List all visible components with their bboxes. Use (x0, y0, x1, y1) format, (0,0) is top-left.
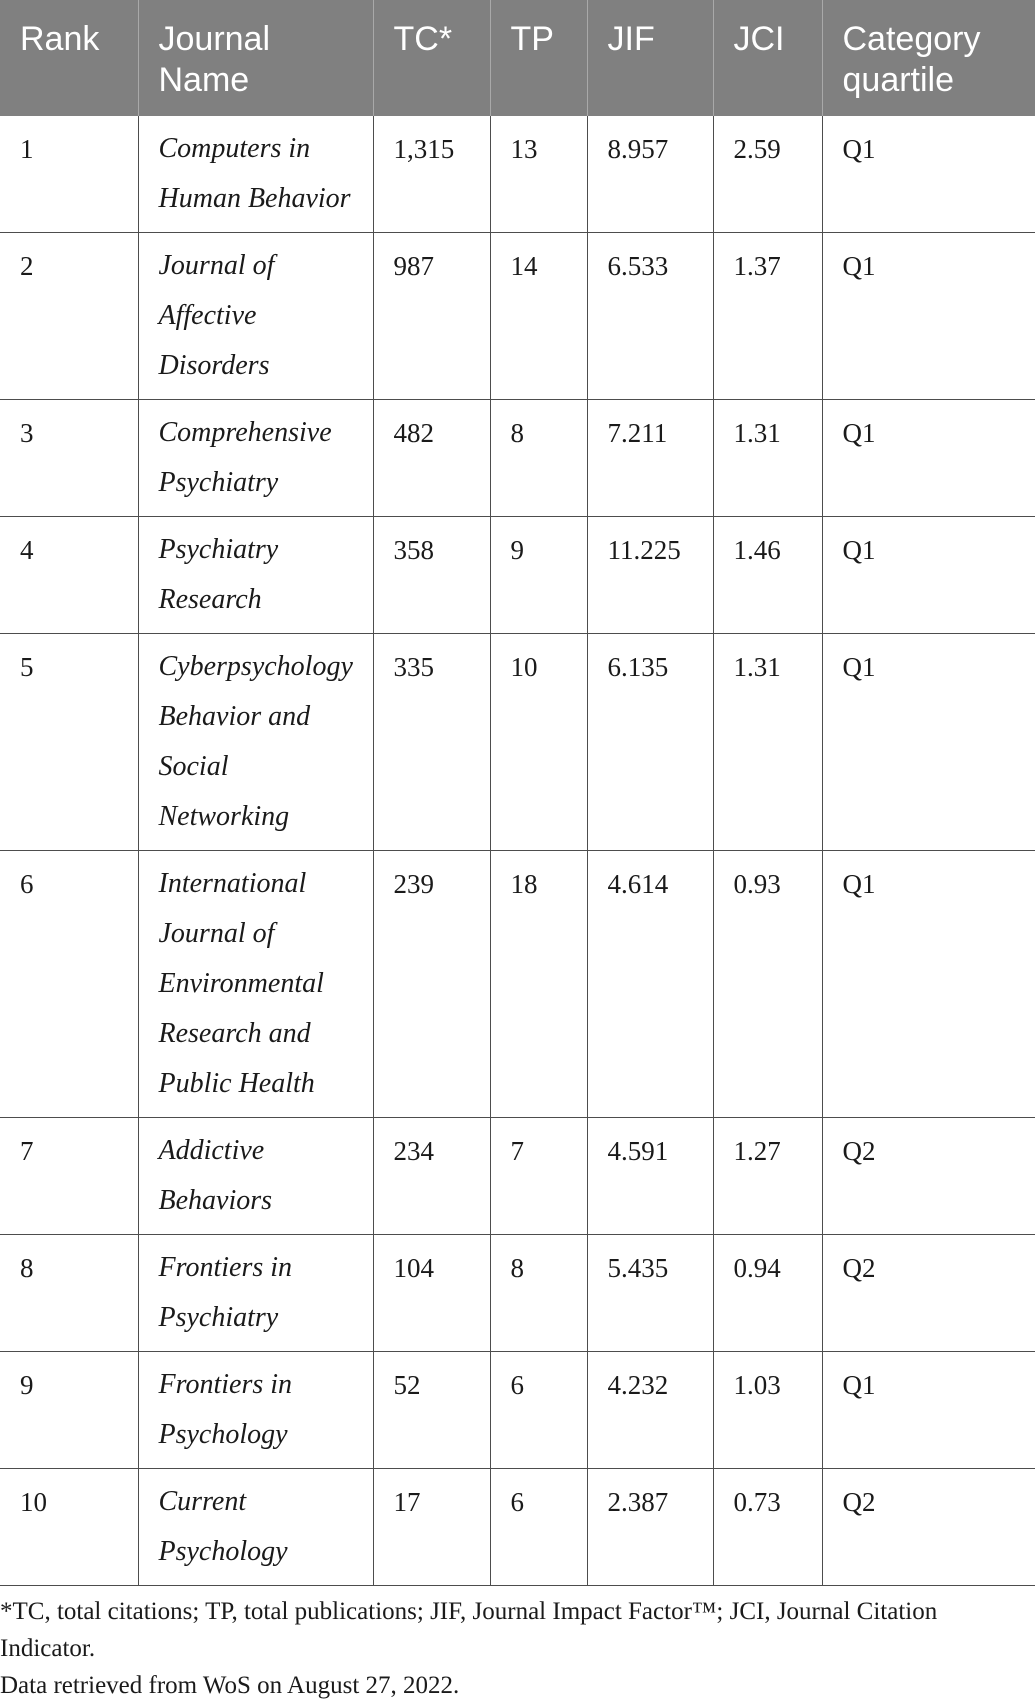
cell-jci: 0.94 (713, 1235, 822, 1352)
table-row (0, 851, 1035, 1118)
cell-jif: 4.591 (587, 1118, 713, 1235)
cell-tp: 10 (490, 634, 587, 851)
cell-jci: 1.46 (713, 517, 822, 634)
cell-jif: 7.211 (587, 400, 713, 517)
cell-journal-name: Comprehensive Psychiatry (138, 400, 373, 517)
cell-jci: 1.37 (713, 233, 822, 400)
cell-jci: 2.59 (713, 116, 822, 233)
cell-tp: 13 (490, 116, 587, 233)
cell-tc: 482 (373, 400, 490, 517)
footnote-source: Data retrieved from WoS on August 27, 2022. (0, 1672, 460, 1699)
cell-rank: 6 (0, 851, 138, 1118)
table-row (0, 233, 1035, 400)
cell-jif: 8.957 (587, 116, 713, 233)
cell-rank: 2 (0, 233, 138, 400)
header-jif: JIF (587, 0, 713, 116)
cell-jif: 6.533 (587, 233, 713, 400)
cell-journal-name: Frontiers in Psychiatry (138, 1235, 373, 1352)
table-row (0, 1469, 1035, 1586)
table-row (0, 517, 1035, 634)
footnote-abbreviations: *TC, total citations; TP, total publications; JIF, Journal Impact Factor™; JCI, Journal Citation Indicator. (0, 1598, 938, 1662)
cell-journal-name: Computers in Human Behavior (138, 116, 373, 233)
header-category-quartile: Category quartile (822, 0, 1035, 116)
cell-journal-name: Current Psychology (138, 1469, 373, 1586)
cell-tc: 239 (373, 851, 490, 1118)
table-body (0, 116, 1035, 1586)
cell-tp: 18 (490, 851, 587, 1118)
table-row (0, 634, 1035, 851)
cell-rank: 4 (0, 517, 138, 634)
cell-journal-name: Psychiatry Research (138, 517, 373, 634)
cell-tc: 52 (373, 1352, 490, 1469)
cell-journal-name: Cyberpsychology Behavior and Social Networking (138, 634, 373, 851)
cell-rank: 10 (0, 1469, 138, 1586)
cell-journal-name: Addictive Behaviors (138, 1118, 373, 1235)
cell-jci: 1.31 (713, 634, 822, 851)
cell-jci: 1.27 (713, 1118, 822, 1235)
cell-jci: 1.31 (713, 400, 822, 517)
cell-tc: 234 (373, 1118, 490, 1235)
header-journal-name: Journal Name (138, 0, 373, 116)
header-tp: TP (490, 0, 587, 116)
header-row (0, 0, 1035, 116)
cell-jif: 5.435 (587, 1235, 713, 1352)
header-jci: JCI (713, 0, 822, 116)
cell-tp: 6 (490, 1469, 587, 1586)
cell-tc: 104 (373, 1235, 490, 1352)
table-row (0, 1235, 1035, 1352)
cell-tp: 9 (490, 517, 587, 634)
cell-tc: 17 (373, 1469, 490, 1586)
cell-jif: 4.614 (587, 851, 713, 1118)
cell-quartile: Q2 (822, 1118, 1035, 1235)
cell-quartile: Q1 (822, 634, 1035, 851)
cell-jci: 0.93 (713, 851, 822, 1118)
cell-jci: 1.03 (713, 1352, 822, 1469)
cell-quartile: Q1 (822, 233, 1035, 400)
cell-journal-name: International Journal of Environmental Research and Public Health (138, 851, 373, 1118)
cell-jci: 0.73 (713, 1469, 822, 1586)
cell-quartile: Q1 (822, 517, 1035, 634)
cell-rank: 8 (0, 1235, 138, 1352)
cell-rank: 3 (0, 400, 138, 517)
cell-quartile: Q1 (822, 1352, 1035, 1469)
cell-journal-name: Frontiers in Psychology (138, 1352, 373, 1469)
cell-jif: 2.387 (587, 1469, 713, 1586)
cell-quartile: Q1 (822, 116, 1035, 233)
cell-rank: 9 (0, 1352, 138, 1469)
cell-quartile: Q1 (822, 851, 1035, 1118)
cell-tp: 7 (490, 1118, 587, 1235)
cell-journal-name: Journal of Affective Disorders (138, 233, 373, 400)
table-row (0, 400, 1035, 517)
header-tc: TC* (373, 0, 490, 116)
cell-rank: 1 (0, 116, 138, 233)
cell-tc: 987 (373, 233, 490, 400)
cell-tc: 335 (373, 634, 490, 851)
cell-tp: 6 (490, 1352, 587, 1469)
header-rank: Rank (0, 0, 138, 116)
table-row (0, 1352, 1035, 1469)
cell-jif: 6.135 (587, 634, 713, 851)
cell-rank: 5 (0, 634, 138, 851)
cell-tc: 358 (373, 517, 490, 634)
cell-tp: 14 (490, 233, 587, 400)
cell-jif: 4.232 (587, 1352, 713, 1469)
table-row (0, 116, 1035, 233)
cell-tp: 8 (490, 1235, 587, 1352)
cell-tc: 1,315 (373, 116, 490, 233)
cell-jif: 11.225 (587, 517, 713, 634)
table-header (0, 0, 1035, 116)
table-footnote (0, 1593, 1035, 1704)
cell-quartile: Q2 (822, 1235, 1035, 1352)
cell-quartile: Q1 (822, 400, 1035, 517)
cell-quartile: Q2 (822, 1469, 1035, 1586)
table-row (0, 1118, 1035, 1235)
cell-tp: 8 (490, 400, 587, 517)
cell-rank: 7 (0, 1118, 138, 1235)
